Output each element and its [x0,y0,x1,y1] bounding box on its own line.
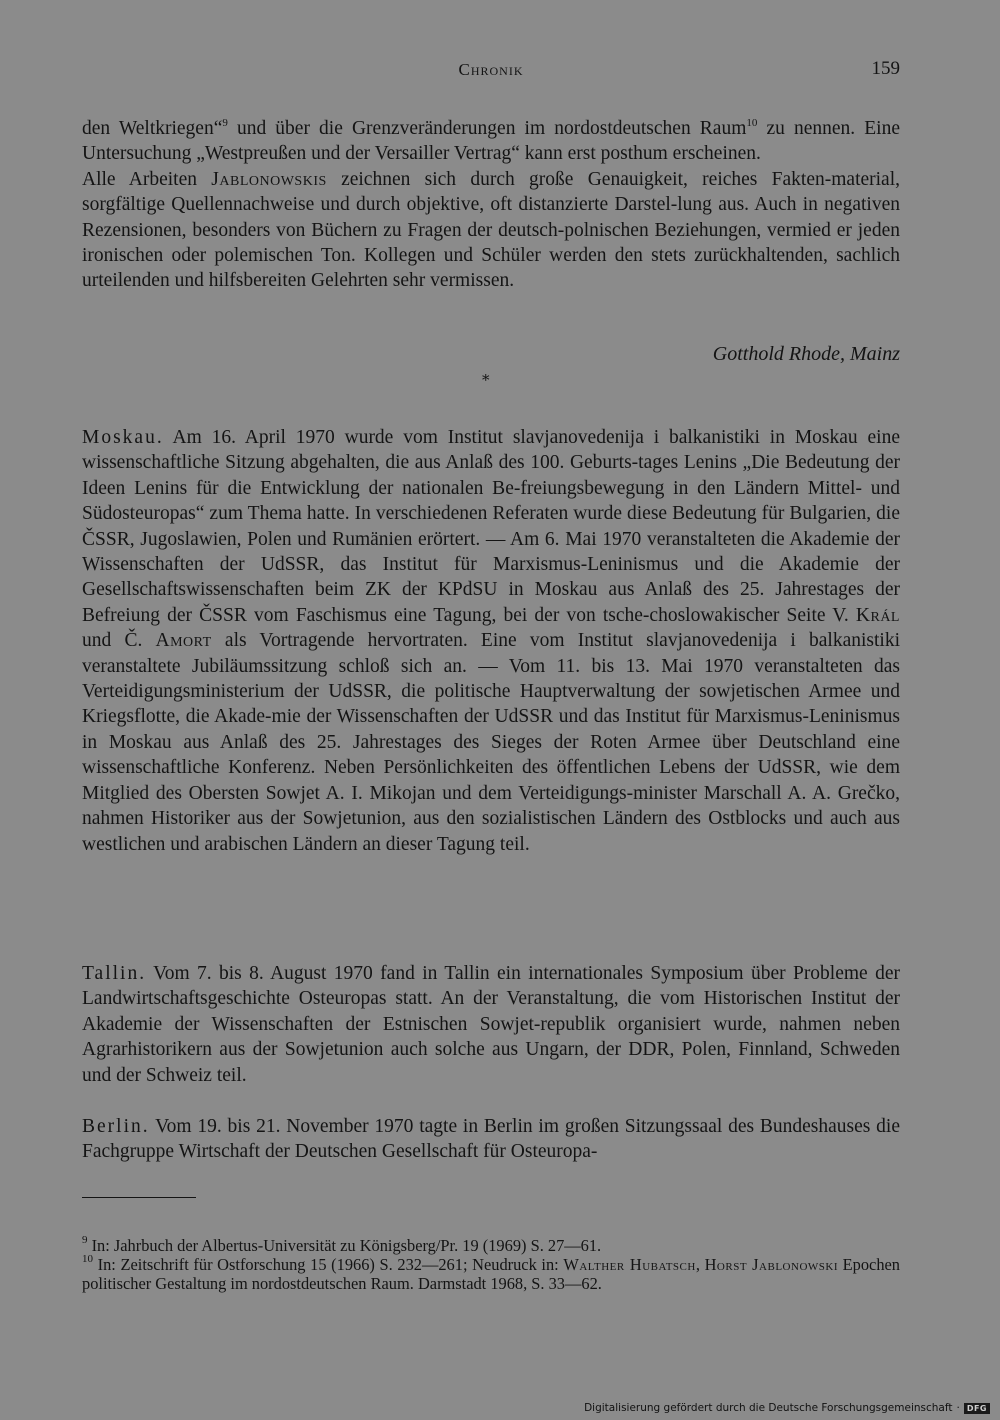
author-signature: Gotthold Rhode, Mainz [712,343,900,365]
text-run: zu nennen. Eine Untersuchung „Westpreußen und der Versailler Vertrag“ kann erst posthum erscheinen. [82,118,901,165]
place-heading: Berlin. [82,1116,150,1137]
obituary-ending [82,116,900,294]
footnote-text: In: Jahrbuch der Albertus-Universität zu Königsberg/Pr. 19 (1969) S. 27—61. [87,1236,602,1255]
footnote-ref-10[interactable]: 10 [746,117,758,129]
paragraph [82,425,900,857]
footnote-rule [82,1197,196,1198]
person-name: Walther Hubatsch [563,1255,696,1274]
text-run: und Č. [82,630,156,652]
text-run: Am 16. April 1970 wurde vom Institut slavjanovedenija i balkanistiki in Moskau eine wissenschaftliche Sitzung abgehalten, die aus Anlaß des 100. Geburts-tages Lenins „Die Bedeutung der Ideen Lenins für die Entwicklung der nationalen Be-freiungsbewegung in den Ländern Mittel- und Südosteuropas“ zum Thema hatte. In verschiedenen Referaten wurde diese Bedeutung für Bulgarien, die ČSSR, Jugoslawien, Polen und Rumänien erörtert. — Am 6. Mai 1970 veranstalteten die Akademie der Wissenschaften der UdSSR, das Institut für Marxismus-Leninismus und die Akademie der Gesellschaftswissenschaften beim ZK der KPdSU in Moskau aus Anlaß des 25. Jahrestages der Befreiung der ČSSR vom Faschismus eine Tagung, bei der von tsche-choslowakischer Seite V. [82,427,900,626]
section-separator: * [482,371,490,389]
text-run: den Weltkriegen“ [82,118,223,139]
entry-moskau [82,425,900,857]
footnote-text: In: Zeitschrift für Ostforschung 15 (1966) S. 232—261; Neudruck in: [93,1255,564,1274]
text-run: Alle Arbeiten [82,168,212,190]
credit-text: Digitalisierung gefördert durch die Deutsche Forschungsgemeinschaft [584,1402,953,1414]
footnote-number: 10 [82,1253,93,1265]
paragraph [82,167,900,294]
person-name: Horst Jablonowski [704,1255,838,1274]
person-name: Amort [155,630,212,652]
person-name: Jablonowskis [211,168,327,190]
footnote-10 [82,1255,900,1293]
footnote-number: 9 [82,1234,88,1246]
running-head [82,60,900,84]
page-number: 159 [871,58,900,79]
footnote-text: , [695,1255,705,1274]
footnotes [82,1236,900,1293]
person-name: Král [855,604,900,626]
dfg-logo: DFG [964,1403,990,1414]
paragraph [82,116,900,167]
paragraph [82,961,900,1088]
place-heading: Moskau. [82,427,164,448]
running-head-title: Chronik [458,60,524,79]
text-run: zeichnen sich durch große Genauigkeit, reiches Fakten-material, sorgfältige Quellennachweise und durch objektive, oft distanzierte Darstel-lung aus. Auch in negativen Rezensionen, besonders von Büchern zu Fragen der deutsch-polnischen Beziehungen, vermied er jeden ironischen oder polemischen Ton. Kollegen und Schüler werden den stets zurückhaltenden, sachlich urteilenden und hilfsbereiten Gelehrten sehr vermissen. [82,168,900,292]
separator-dot: · [956,1402,960,1414]
place-heading: Tallin. [82,963,147,984]
text-run: als Vortragende hervortraten. Eine vom Institut slavjanovedenija i balkanistiki veranstaltete Jubiläumssitzung schloß sich an. — Vom 11. bis 13. Mai 1970 veranstalteten das Verteidigungsministerium der UdSSR, die politische Hauptverwaltung der sowjetischen Armee und Kriegsflotte, die Akade-mie der Wissenschaften der UdSSR und das Institut für Marxismus-Leninismus in Moskau aus Anlaß des 25. Jahrestages des Sieges der Roten Armee über Deutschland eine wissenschaftliche Konferenz. Neben Persönlichkeiten des öffentlichen Lebens der UdSSR, wie dem Mitglied des Obersten Sowjet A. I. Mikojan und dem Verteidigungs-minister Marschall A. A. Grečko, nahmen Historiker aus der Sowjetunion, aus den sozialistischen Ländern des Ostblocks und auch aus westlichen und arabischen Ländern an dieser Tagung teil. [82,630,900,855]
entry-berlin [82,1114,900,1165]
text-run: Vom 7. bis 8. August 1970 fand in Tallin ein internationales Symposium über Probleme der Landwirtschaftsgeschichte Osteuropas statt. An der Veranstaltung, die vom Historischen Institut der Akademie der Wissenschaften der Estnischen Sowjet-republik organisiert wurde, nahmen neben Agrarhistorikern aus der Sowjetunion auch solche aus Ungarn, der DDR, Polen, Finnland, Schweden und der Schweiz teil. [82,963,900,1086]
footnote-ref-9[interactable]: 9 [222,117,228,129]
text-run: Vom 19. bis 21. November 1970 tagte in Berlin im großen Sitzungssaal des Bundeshauses die Fachgruppe Wirtschaft der Deutschen Gesellschaft für Osteuropa- [82,1116,900,1163]
footnote-9 [82,1236,900,1255]
paragraph [82,1114,900,1165]
digitization-credit [584,1402,990,1414]
footnote-text: Epochen politischer Gestaltung im nordostdeutschen Raum. Darmstadt 1968, S. 33—62. [82,1255,900,1293]
text-run: und über die Grenzveränderungen im nordostdeutschen Raum [227,118,747,139]
entry-tallin [82,961,900,1088]
